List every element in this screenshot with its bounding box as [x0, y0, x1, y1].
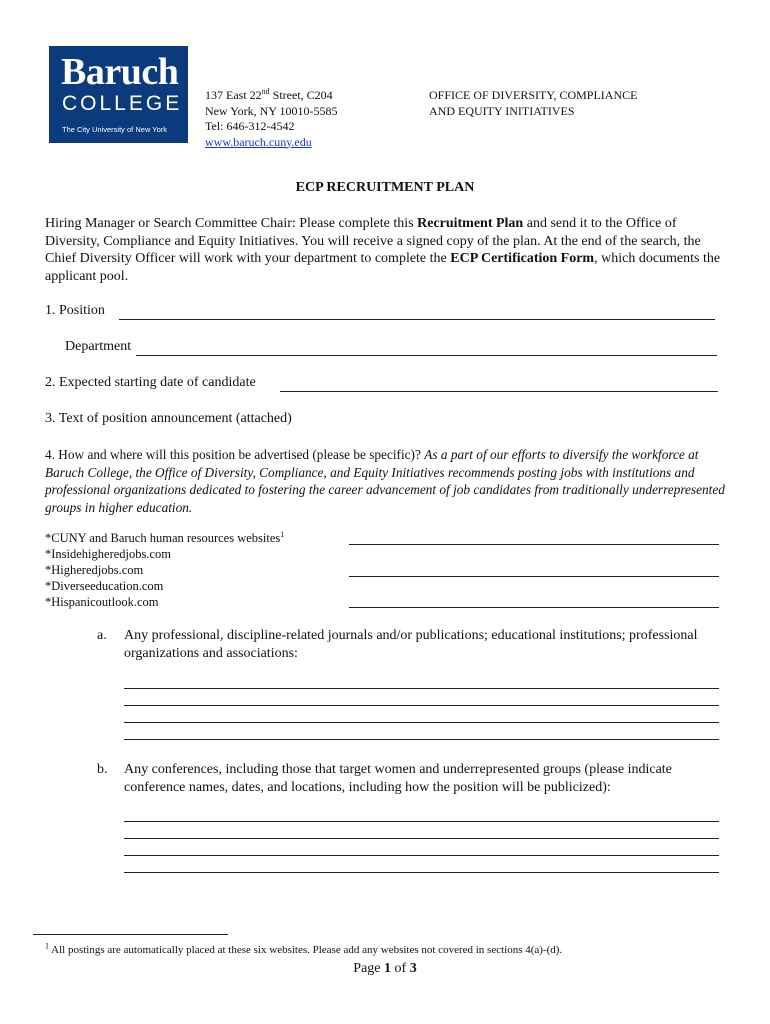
question-4 — [45, 446, 727, 516]
website-list — [45, 530, 284, 610]
item-a-line-1[interactable] — [124, 688, 719, 689]
office-line-1: OFFICE OF DIVERSITY, COMPLIANCE — [429, 88, 638, 102]
item-a-line-4[interactable] — [124, 739, 719, 740]
site-diverseeducation: *Diverseeducation.com — [45, 579, 164, 593]
position-label: 1. Position — [45, 303, 105, 318]
logo-tagline: The City University of New York — [62, 125, 168, 134]
footnote-text: All postings are automatically placed at these six websites. Please add any websites not covered in sections 4(a)-(d). — [49, 944, 563, 956]
address-block — [205, 88, 338, 150]
item-a-marker: a. — [97, 628, 107, 643]
intro-text-2: and send it to the Office of Diversity, Compliance and Equity Initiatives. You will receive a signed copy of the plan. At the end of the search, the Chief Diversity Officer will work with your department to complete the — [45, 216, 701, 266]
intro-bold-1: Recruitment Plan — [417, 216, 524, 231]
department-field[interactable] — [136, 355, 717, 356]
street-number: 137 East 22 — [205, 88, 262, 102]
page-title: ECP RECRUITMENT PLAN — [295, 180, 475, 195]
item-b-line-1[interactable] — [124, 821, 719, 822]
footnote-number: 1 — [45, 941, 49, 951]
intro-paragraph — [45, 215, 727, 285]
office-name — [429, 88, 637, 119]
site-field-3[interactable] — [349, 607, 719, 608]
intro-bold-2: ECP Certification Form — [450, 251, 595, 266]
baruch-college-logo — [49, 46, 188, 143]
page-total: 3 — [409, 961, 417, 976]
city-line: New York, NY 10010-5585 — [205, 103, 338, 118]
start-date-label: 2. Expected starting date of candidate — [45, 375, 256, 390]
site-hispanicoutlook: *Hispanicoutlook.com — [45, 595, 159, 609]
footnote — [45, 941, 563, 956]
question-4-text: 4. How and where will this position be advertised (please be specific)? — [45, 447, 425, 462]
street-sup: nd — [261, 87, 270, 96]
site-cuny — [45, 530, 284, 546]
item-a-text: Any professional, discipline-related journals and/or publications; educational institutions; professional organizations and associations: — [124, 628, 698, 661]
logo-college: COLLEGE — [62, 92, 183, 115]
intro-text-3: , which documents the applicant pool. — [45, 251, 721, 284]
announcement-label: 3. Text of position announcement (attached) — [45, 411, 292, 426]
site-insidehighered: *Insidehigheredjobs.com — [45, 547, 172, 561]
site-cuny-label: *CUNY and Baruch human resources websites — [45, 531, 281, 545]
footnote-divider — [33, 934, 228, 935]
start-date-field[interactable] — [280, 391, 718, 392]
question-4-note: As a part of our efforts to diversify the workforce at Baruch College, the Office of Diversity, Compliance, and Equity Initiatives recommends posting jobs with institutions and professional organizations dedicated to fostering the career advancement of job candidates from traditionally underrepresented groups in higher education. — [45, 447, 725, 515]
tel-line: Tel: 646-312-4542 — [205, 119, 295, 133]
page-number — [0, 961, 770, 977]
page-prefix: Page — [353, 961, 385, 976]
item-a-line-3[interactable] — [124, 722, 719, 723]
item-b-line-4[interactable] — [124, 872, 719, 873]
item-b-text: Any conferences, including those that target women and underrepresented groups (please indicate conference names, dates, and locations, including how the position will be publicized): — [124, 762, 672, 795]
item-b-line-2[interactable] — [124, 838, 719, 839]
site-higheredjobs: *Higheredjobs.com — [45, 563, 144, 577]
page-of: of — [391, 961, 410, 976]
item-a-line-2[interactable] — [124, 705, 719, 706]
website-link[interactable]: www.baruch.cuny.edu — [205, 134, 312, 149]
footnote-ref: 1 — [280, 529, 285, 539]
site-field-1[interactable] — [349, 544, 719, 545]
site-field-2[interactable] — [349, 576, 719, 577]
position-field[interactable] — [119, 319, 715, 320]
page-current: 1 — [384, 961, 392, 976]
office-line-2: AND EQUITY INITIATIVES — [429, 103, 575, 118]
intro-text-1: Hiring Manager or Search Committee Chair: Please complete this — [45, 216, 418, 231]
street-name: Street, C204 — [269, 88, 333, 102]
logo-name: Baruch — [61, 51, 179, 93]
street-line — [205, 88, 338, 104]
item-b-marker: b. — [97, 762, 108, 777]
department-label: Department — [65, 339, 132, 354]
item-b-line-3[interactable] — [124, 855, 719, 856]
